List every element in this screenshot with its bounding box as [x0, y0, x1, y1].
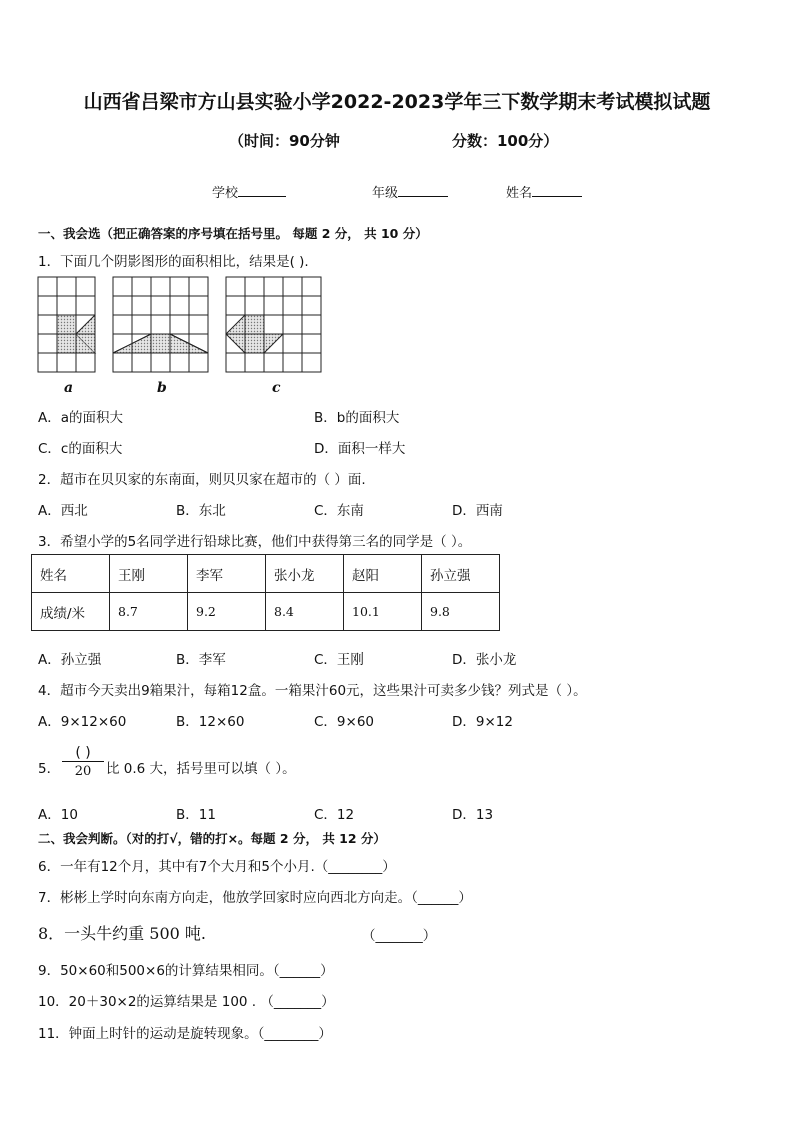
question-6: 6．一年有12个月，其中有7个大月和5个小月.（________） [38, 859, 396, 875]
page-title: 山西省吕梁市方山县实验小学2022-2023学年三下数学期末考试模拟试题 [83, 91, 711, 113]
figure-a [38, 277, 95, 372]
q4-option-b[interactable]: B．12×60 [176, 714, 245, 730]
q2-option-b[interactable]: B．东北 [176, 503, 226, 519]
fraction-numerator[interactable]: ( ) [75, 745, 91, 761]
school-field [212, 182, 286, 201]
q2-option-d[interactable]: D．西南 [452, 503, 503, 519]
figure-b [113, 277, 208, 372]
table-cell: 8.7 [110, 593, 188, 631]
q5-option-a[interactable]: A．10 [38, 807, 78, 823]
grade-blank[interactable] [398, 183, 448, 197]
table-cell: 姓名 [32, 555, 110, 593]
question-8: 8．一头牛约重 500 吨. [38, 924, 206, 943]
q2-option-a[interactable]: A．西北 [38, 503, 88, 519]
table-cell: 10.1 [344, 593, 422, 631]
question-11: 11．钟面上时针的运动是旋转现象。（________） [38, 1026, 332, 1042]
question-4: 4．超市今天卖出9箱果汁，每箱12盒。一箱果汁60元，这些果汁可卖多少钱？列式是（ ）。 [38, 683, 587, 699]
q3-option-b[interactable]: B．李军 [176, 652, 226, 668]
caption-c: c [272, 380, 281, 396]
name-label: 姓名 [506, 186, 533, 201]
caption-b: b [157, 380, 167, 396]
table-cell: 8.4 [266, 593, 344, 631]
q5-option-c[interactable]: C．12 [314, 807, 355, 823]
figure-c [226, 277, 321, 372]
question-3: 3．希望小学的5名同学进行铅球比赛，他们中获得第三名的同学是（ ）。 [38, 534, 472, 550]
table-row [32, 593, 500, 631]
table-cell: 9.8 [422, 593, 500, 631]
table-cell: 赵阳 [344, 555, 422, 593]
q1-figures [36, 276, 330, 376]
question-5: 比 0.6 大，括号里可以填（ ）。 [106, 761, 296, 777]
grade-field [372, 182, 448, 201]
grade-label: 年级 [372, 186, 399, 201]
q3-option-c[interactable]: C．王刚 [314, 652, 364, 668]
question-1: 1．下面几个阴影图形的面积相比，结果是( ). [38, 254, 309, 270]
section-1-heading: 一、我会选（把正确答案的序号填在括号里。 每题 2 分， 共 10 分） [38, 226, 428, 241]
table-cell: 王刚 [110, 555, 188, 593]
q1-option-c[interactable]: C．c的面积大 [38, 441, 123, 457]
school-label: 学校 [212, 186, 239, 201]
fraction [61, 745, 105, 779]
question-10: 10．20＋30×2的运算结果是 100 . （_______） [38, 994, 335, 1010]
q4-option-d[interactable]: D．9×12 [452, 714, 513, 730]
q3-option-a[interactable]: A．孙立强 [38, 652, 102, 668]
table-cell: 李军 [188, 555, 266, 593]
name-blank[interactable] [532, 183, 582, 197]
q5-option-b[interactable]: B．11 [176, 807, 216, 823]
fraction-bar [62, 761, 104, 762]
score-table [31, 554, 500, 631]
question-8-blank[interactable]: （_______） [362, 928, 437, 944]
exam-score: 分数：100分） [452, 132, 559, 150]
table-cell: 孙立强 [422, 555, 500, 593]
table-cell: 9.2 [188, 593, 266, 631]
q1-option-a[interactable]: A．a的面积大 [38, 410, 124, 426]
question-5-number: 5． [38, 761, 61, 777]
q2-option-c[interactable]: C．东南 [314, 503, 364, 519]
caption-a: a [64, 380, 74, 396]
q3-option-d[interactable]: D．张小龙 [452, 652, 517, 668]
q4-option-c[interactable]: C．9×60 [314, 714, 375, 730]
question-7: 7．彬彬上学时向东南方向走，他放学回家时应向西北方向走。（______） [38, 890, 472, 906]
school-blank[interactable] [238, 183, 286, 197]
q4-option-a[interactable]: A．9×12×60 [38, 714, 127, 730]
name-field [506, 182, 582, 201]
exam-time: （时间：90分钟 [229, 132, 340, 150]
question-2: 2．超市在贝贝家的东南面，则贝贝家在超市的（ ）面. [38, 472, 366, 488]
table-row [32, 555, 500, 593]
q1-option-b[interactable]: B．b的面积大 [314, 410, 400, 426]
question-9: 9．50×60和500×6的计算结果相同。（______） [38, 963, 334, 979]
section-2-heading: 二、我会判断。（对的打√，错的打×。每题 2 分， 共 12 分） [38, 831, 386, 846]
q5-option-d[interactable]: D．13 [452, 807, 494, 823]
fraction-denominator: 20 [74, 764, 92, 779]
table-cell: 成绩/米 [32, 593, 110, 631]
table-cell: 张小龙 [266, 555, 344, 593]
q1-option-d[interactable]: D．面积一样大 [314, 441, 406, 457]
